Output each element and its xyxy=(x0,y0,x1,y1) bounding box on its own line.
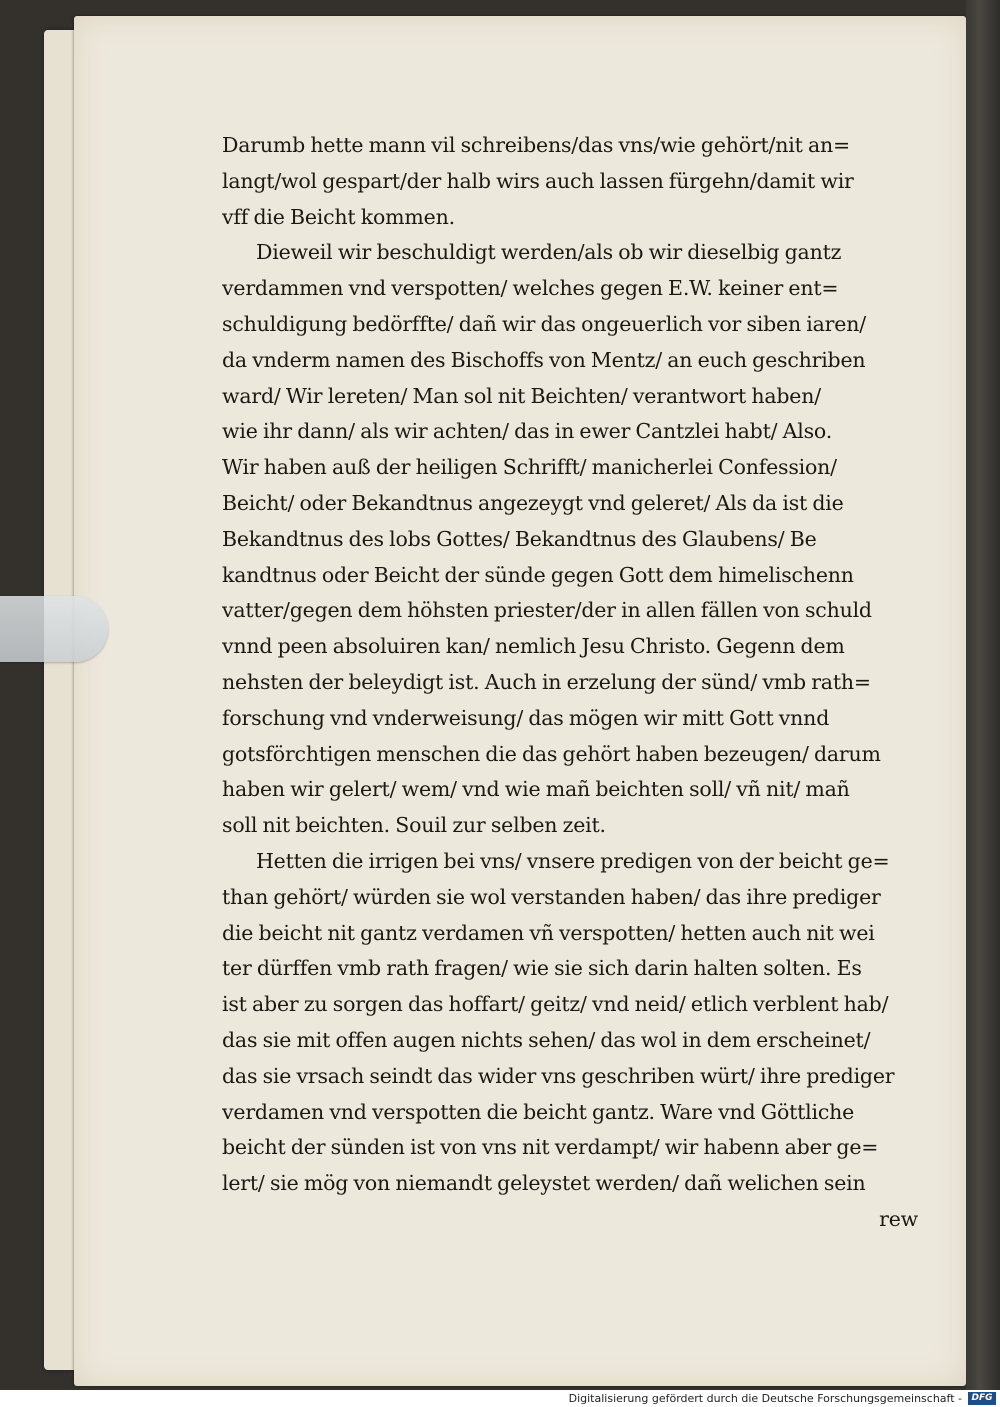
text-line: schuldigung bedörffte/ dañ wir das ongeuerlich vor siben iaren/ xyxy=(222,311,866,336)
text-line: vnnd peen absoluiren kan/ nemlich Jesu Christo. Gegenn dem xyxy=(222,634,845,659)
text-line: beicht der sünden ist von vns nit verdampt/ wir habenn aber ge= xyxy=(222,1135,879,1160)
text-line: kandtnus oder Beicht der sünde gegen Gott dem himelischenn xyxy=(222,562,854,587)
text-line: verdammen vnd verspotten/ welches gegen E.W. keiner ent= xyxy=(222,276,839,301)
text-line: haben wir gelert/ wem/ vnd wie mañ beichten soll/ vñ nit/ mañ xyxy=(222,777,850,802)
text-line: wie ihr dann/ als wir achten/ das in ewer Cantzlei habt/ Also. xyxy=(222,419,833,444)
text-line: soll nit beichten. Souil zur selben zeit. xyxy=(222,813,606,838)
text-line: Dieweil wir beschuldigt werden/als ob wir dieselbig gantz xyxy=(256,240,842,265)
page-clip xyxy=(0,596,108,662)
text-line: Beicht/ oder Bekandtnus angezeygt vnd geleret/ Als da ist die xyxy=(222,490,844,515)
text-line: ist aber zu sorgen das hoffart/ geitz/ vnd neid/ etlich verblent hab/ xyxy=(222,992,889,1017)
text-line: than gehört/ würden sie wol verstanden haben/ das ihre prediger xyxy=(222,884,881,909)
text-line: verdamen vnd verspotten die beicht gantz. Ware vnd Göttliche xyxy=(222,1099,855,1124)
text-line: Wir haben auß der heiligen Schrifft/ manicherlei Confession/ xyxy=(222,455,837,480)
text-line: ter dürffen vmb rath fragen/ wie sie sich darin halten solten. Es xyxy=(222,956,862,981)
text-line: lert/ sie mög von niemandt geleystet werden/ dañ welichen sein xyxy=(222,1171,866,1196)
text-line: forschung vnd vnderweisung/ das mögen wir mitt Gott vnnd xyxy=(222,705,830,730)
dfg-logo-icon: DFG xyxy=(968,1392,996,1405)
text-line: Darumb hette mann vil schreibens/das vns/wie gehört/nit an= xyxy=(222,133,850,157)
text-line: ward/ Wir lereten/ Man sol nit Beichten/ verantwort haben/ xyxy=(222,383,821,408)
text-line: Hetten die irrigen bei vns/ vnsere predigen von der beicht ge= xyxy=(256,848,890,873)
text-line: vatter/gegen dem höhsten priester/der in allen fällen von schuld xyxy=(222,598,872,623)
text-line: Bekandtnus des lobs Gottes/ Bekandtnus des Glaubens/ Be xyxy=(222,526,817,551)
funding-credit: Digitalisierung gefördert durch die Deutsche Forschungsgemeinschaft - xyxy=(568,1392,962,1405)
body-text xyxy=(222,128,938,1238)
footer-bar xyxy=(0,1390,1000,1407)
text-line: langt/wol gespart/der halb wirs auch lassen fürgehn/damit wir xyxy=(222,168,854,193)
text-line: nehsten der beleydigt ist. Auch in erzelung der sünd/ vmb rath= xyxy=(222,669,871,694)
catchword: rew xyxy=(879,1206,918,1231)
text-line: das sie vrsach seindt das wider vns geschriben würt/ ihre prediger xyxy=(222,1063,895,1088)
text-line: vff die Beicht kommen. xyxy=(222,204,455,229)
text-line: die beicht nit gantz verdamen vñ verspotten/ hetten auch nit wei xyxy=(222,920,875,945)
scanner-edge xyxy=(966,0,1000,1390)
text-line: da vnderm namen des Bischoffs von Mentz/ an euch geschriben xyxy=(222,347,866,372)
text-line: gotsförchtigen menschen die das gehört haben bezeugen/ darum xyxy=(222,741,881,766)
text-line: das sie mit offen augen nichts sehen/ das wol in dem erscheinet/ xyxy=(222,1027,871,1052)
